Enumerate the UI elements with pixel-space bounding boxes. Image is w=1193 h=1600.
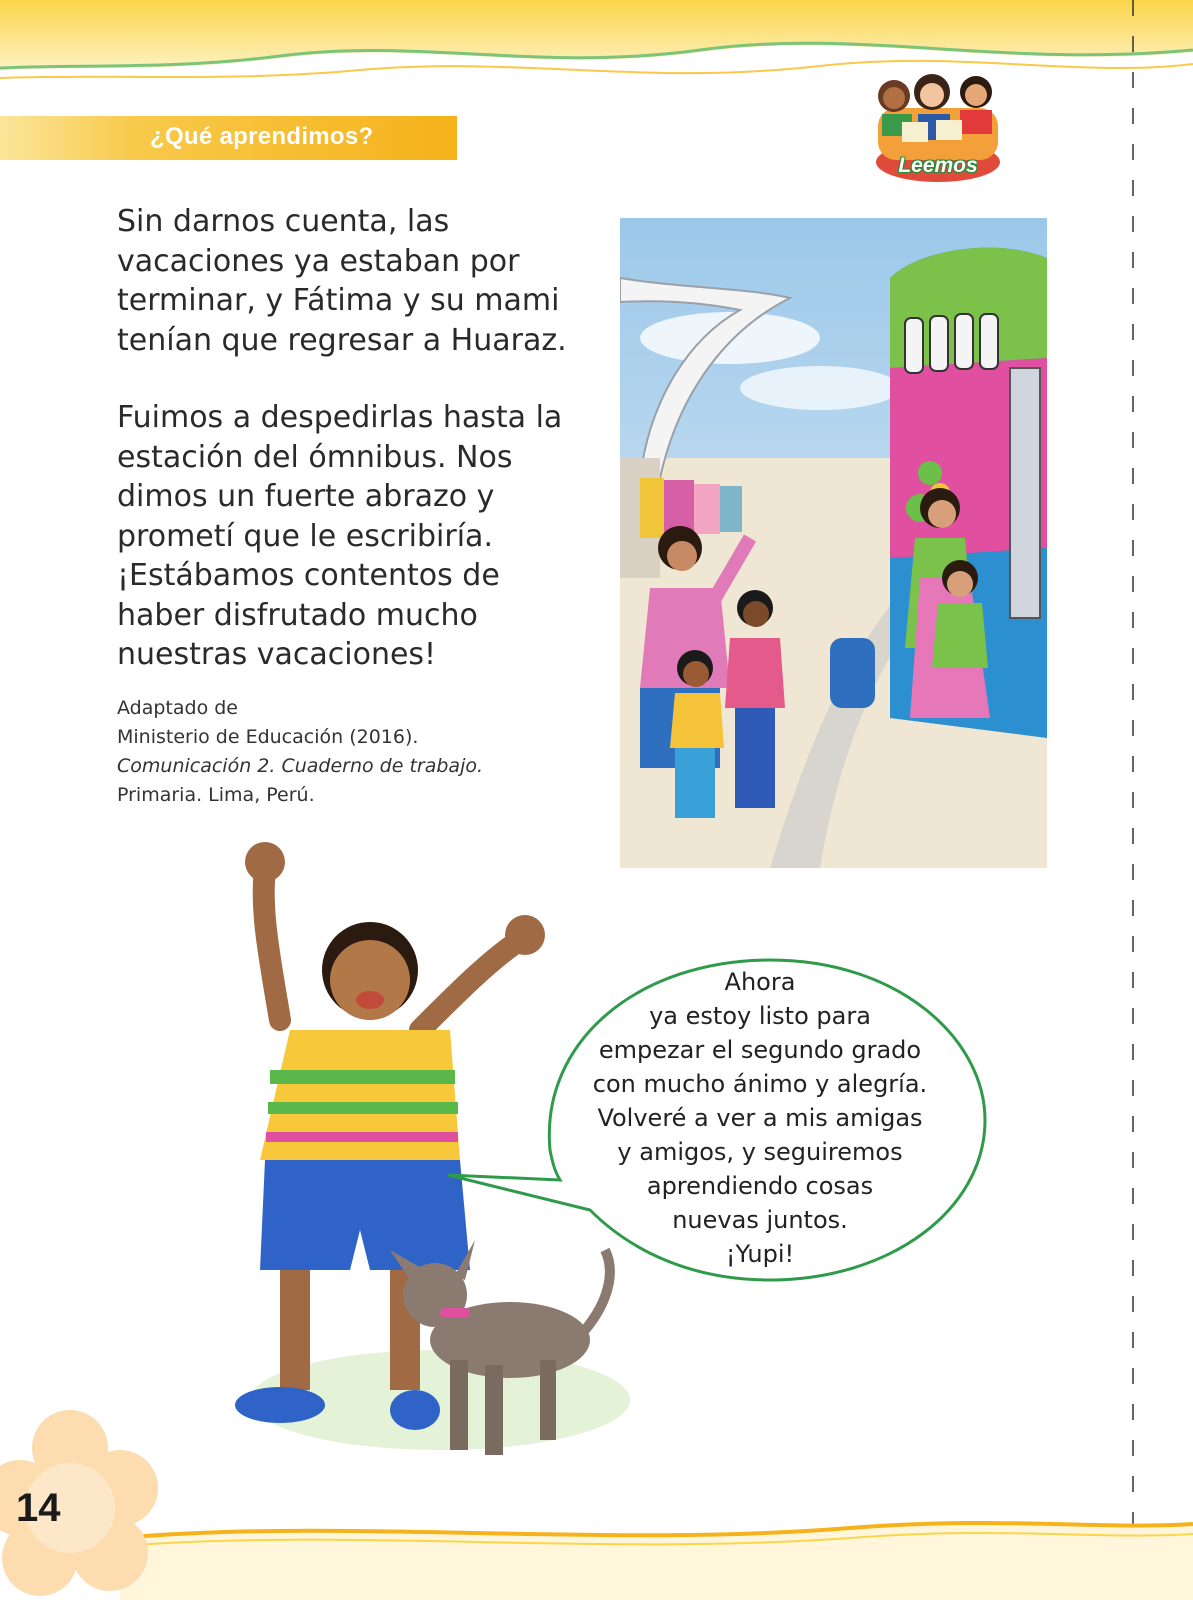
speech-bubble-text	[560, 965, 960, 1271]
source-line: Primaria. Lima, Perú.	[117, 784, 315, 806]
bubble-line: ¡Yupi!	[725, 1240, 795, 1268]
source-line: Adaptado de	[117, 697, 238, 719]
header-wave-band	[0, 0, 1193, 110]
bus-station-illustration	[620, 218, 1047, 868]
bubble-line: Volveré a ver a mis amigas	[597, 1104, 923, 1132]
dashed-cut-line	[1131, 0, 1135, 1560]
bubble-line: con mucho ánimo y alegría.	[592, 1070, 928, 1098]
section-title-tag	[0, 116, 457, 160]
source-citation	[117, 694, 617, 810]
story-paragraph-2: Fuimos a despedirlas hasta la estación del ómnibus. Nos dimos un fuerte abrazo y prometí que le escribiría. ¡Estábamos contentos de haber disfrutado mucho nuestras vacaciones!	[117, 400, 563, 672]
bubble-line: ya estoy listo para	[649, 1002, 871, 1030]
bubble-line: nuevas juntos.	[672, 1206, 848, 1234]
source-line: Ministerio de Educación (2016).	[117, 726, 419, 748]
story-paragraph-1: Sin darnos cuenta, las vacaciones ya estaban por terminar, y Fátima y su mami tenían que regresar a Huaraz.	[117, 204, 567, 358]
story-text	[117, 202, 617, 675]
source-title: Comunicación 2. Cuaderno de trabajo.	[117, 755, 484, 777]
section-title: ¿Qué aprendimos?	[150, 123, 374, 150]
logo-label: Leemos	[898, 154, 978, 177]
bubble-line: aprendiendo cosas	[646, 1172, 874, 1200]
footer-wave-band	[0, 1480, 1193, 1600]
leemos-logo	[872, 62, 1004, 184]
bubble-line: y amigos, y seguiremos	[617, 1138, 903, 1166]
page-number: 14	[16, 1486, 61, 1530]
bubble-line: Ahora	[724, 968, 796, 996]
bubble-line: empezar el segundo grado	[598, 1036, 922, 1064]
